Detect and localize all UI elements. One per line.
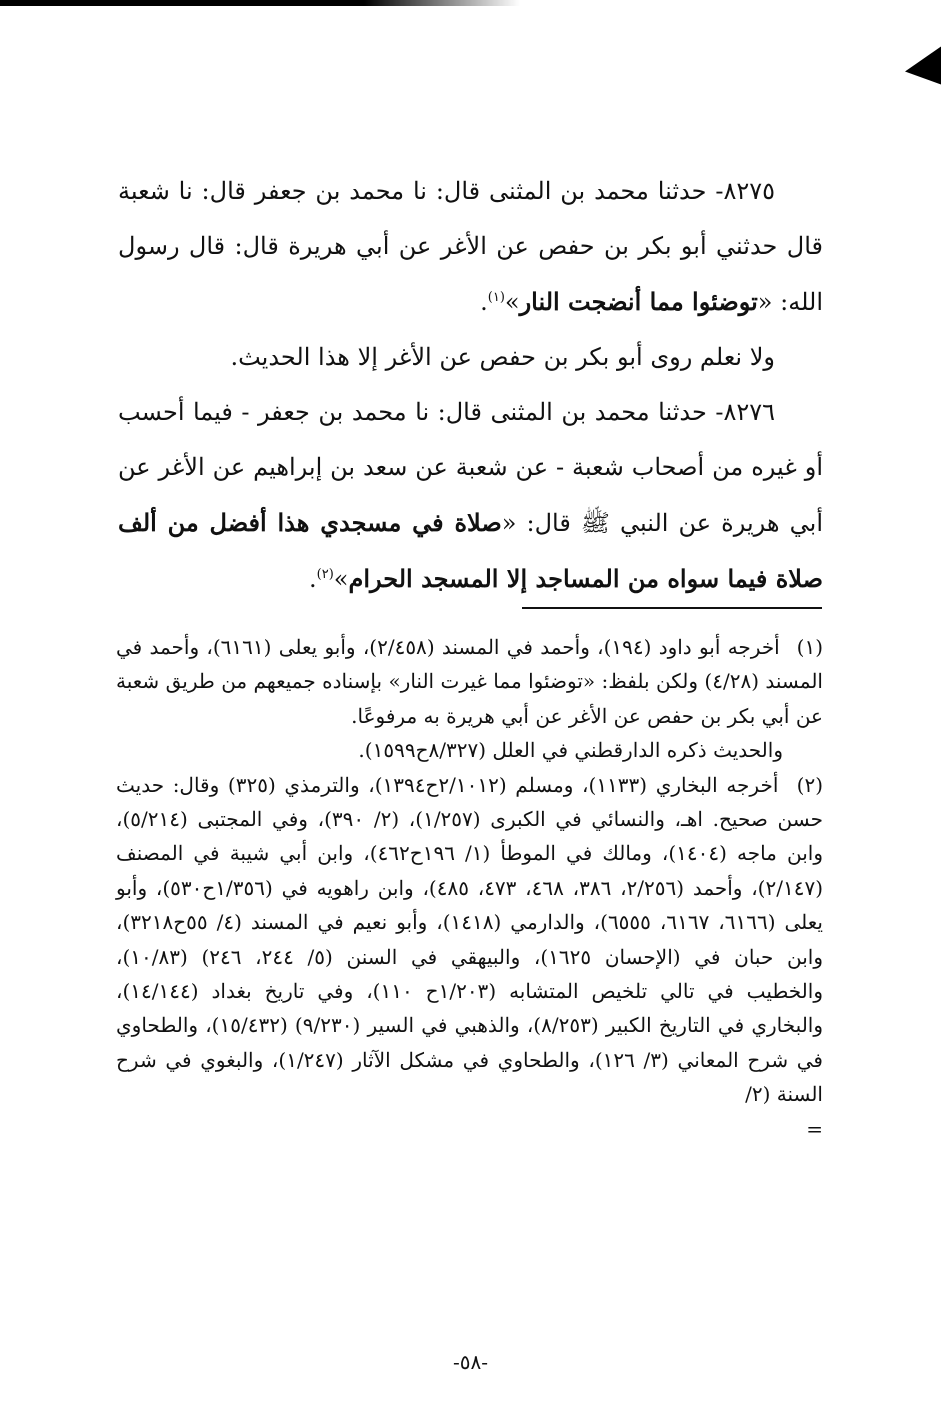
footnote-ref-1: (١) <box>487 290 505 305</box>
footnote-ref-2: (٢) <box>316 567 334 582</box>
footnote-2-text: أخرجه البخاري (١١٣٣)، ومسلم (٢/١٠١٢ح١٣٩٤)، والترمذي (٣٢٥) وقال: حديث حسن صحيح. اهـ، والنسائي في الكبرى (١/٢٥٧)، (٢/ ٣٩٠)، وفي المجتبى (٥/٢١٤)، وابن ماجه (١٤٠٤)، ومالك في الموطأ (١/ ١٩٦ح٤٦٢)، وابن أبي شيبة في المصنف (٢/١٤٧)، وأحمد (٢/٢٥٦، ٣٨٦، ٤٦٨، ٤٧٣، ٤٨٥)، وابن راهويه في (١/٣٥٦ح٥٣٠)، وأبو يعلى (٦١٦٦، ٦١٦٧، ٦٥٥٥)، والدارمي (١٤١٨)، وأبو نعيم في المسند (٤/ ٥٥ح٣٢١٨)، وابن حبان في (الإحسان ١٦٢٥)، والبيهقي في السنن (٥/ ٢٤٤، ٢٤٦) (١٠/٨٣)، والخطيب في تالي تلخيص المتشابه (١/٢٠٣ح ١١٠)، وفي تاريخ بغداد (١٤/١٤٤)، والبخاري في التاريخ الكبير (٨/٢٥٣)، والذهبي في السير (٩/٢٣٠) (١٥/٤٣٢)، والطحاوي في شرح المعاني (٣/ ١٢٦)، والطحاوي في مشكل الآثار (١/٢٤٧)، والبغوي في شرح السنة (٢/ <box>116 772 824 1107</box>
footnote-separator <box>522 607 822 609</box>
footnote-2-number: (٢) <box>796 772 824 797</box>
footnote-1-number: (١) <box>796 635 824 659</box>
hadith-8276-end: . <box>309 565 317 593</box>
hadith-8275 <box>118 164 823 330</box>
footnote-1-extra: والحديث ذكره الدارقطني في العلل (٨/٣٢٧ح١٥٩٩). <box>358 738 783 763</box>
hadith-8275-end: . <box>480 288 488 316</box>
scan-edge-bar <box>0 0 520 6</box>
footnote-1 <box>116 630 823 733</box>
continuation-mark: = <box>806 1116 823 1141</box>
main-text <box>118 164 823 607</box>
footnotes <box>116 630 823 1146</box>
commentary-line: ولا نعلم روى أبو بكر بن حفص عن الأغر إلا هذا الحديث. <box>230 343 775 371</box>
footnote-2 <box>116 768 823 1146</box>
hadith-8276-text: ٨٢٧٦- حدثنا محمد بن المثنى قال: نا محمد بن جعفر - فيما أحسب أو غيره من أصحاب شعبة - عن شعبة عن سعد بن إبراهيم عن الأغر عن أبي هريرة عن النبي ﷺ قال: « <box>118 398 823 537</box>
hadith-8275-quote: توضئوا مما أنضجت النار <box>519 287 758 316</box>
hadith-8276 <box>118 385 823 607</box>
footnote-1-text: أخرجه أبو داود (١٩٤)، وأحمد في المسند (٢/٤٥٨)، وأبو يعلى (٦١٦١)، وأحمد في المسند (٤/٢٨) ولكن بلفظ: «توضئوا مما غيرت النار» بإسناده جميعهم من طريق شعبة عن أبي بكر بن حفص عن الأغر عن أبي هريرة به مرفوعًا. <box>116 635 823 728</box>
page-number: -٥٨- <box>452 1350 488 1374</box>
hadith-8275-quote-close: » <box>504 288 520 316</box>
hadith-8276-quote: صلاة في مسجدي هذا أفضل من ألف صلاة فيما سواه من المساجد إلا المسجد الحرام <box>118 508 823 593</box>
hadith-8276-quote-close: » <box>333 565 349 593</box>
page-corner-mark <box>905 33 941 84</box>
hadith-8275-text: ٨٢٧٥- حدثنا محمد بن المثنى قال: نا محمد بن جعفر قال: نا شعبة قال حدثني أبو بكر بن حفص عن الأغر عن أبي هريرة قال: قال رسول الله: « <box>118 177 823 316</box>
